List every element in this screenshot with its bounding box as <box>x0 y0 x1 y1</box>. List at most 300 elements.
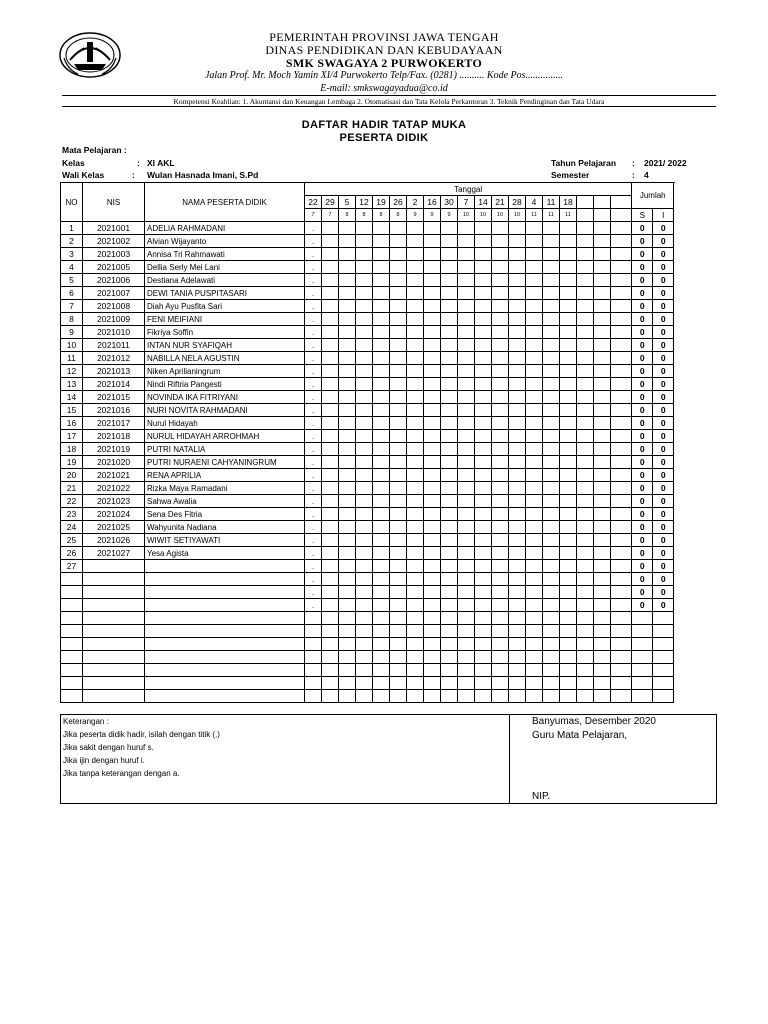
attendance-cell <box>611 547 632 560</box>
student-no: 15 <box>61 404 83 417</box>
attendance-cell <box>594 313 611 326</box>
student-nis: 2021023 <box>83 495 145 508</box>
empty-cell <box>390 690 407 703</box>
signature-role: Guru Mata Pelajaran, <box>532 730 628 741</box>
attendance-cell <box>543 482 560 495</box>
empty-cell <box>577 690 594 703</box>
attendance-cell <box>509 534 526 547</box>
empty-cell <box>509 612 526 625</box>
empty-cell <box>373 664 390 677</box>
semester-value: 4 <box>644 170 649 180</box>
attendance-cell <box>492 248 509 261</box>
attendance-cell <box>339 469 356 482</box>
empty-cell <box>441 625 458 638</box>
jumlah-count: 0 <box>632 469 653 482</box>
empty-cell <box>611 612 632 625</box>
student-no: 17 <box>61 430 83 443</box>
attendance-cell <box>373 443 390 456</box>
empty-cell <box>407 612 424 625</box>
attendance-cell <box>441 495 458 508</box>
attendance-cell <box>322 599 339 612</box>
attendance-cell <box>543 430 560 443</box>
student-nis: 2021021 <box>83 469 145 482</box>
empty-cell <box>458 625 475 638</box>
semester-label: Semester <box>551 170 590 180</box>
attendance-cell <box>390 274 407 287</box>
jumlah-count: 0 <box>653 287 674 300</box>
attendance-cell <box>475 430 492 443</box>
attendance-cell <box>475 573 492 586</box>
attendance-cell <box>560 261 577 274</box>
attendance-cell <box>577 313 594 326</box>
attendance-cell <box>441 365 458 378</box>
empty-cell <box>339 690 356 703</box>
student-nis: 2021017 <box>83 417 145 430</box>
jumlah-count: 0 <box>653 430 674 443</box>
attendance-cell <box>373 586 390 599</box>
attendance-cell <box>458 378 475 391</box>
attendance-cell <box>475 313 492 326</box>
attendance-mark: . <box>305 313 322 326</box>
empty-cell <box>632 677 653 690</box>
attendance-cell <box>390 391 407 404</box>
student-no: 16 <box>61 417 83 430</box>
attendance-cell <box>475 417 492 430</box>
attendance-cell <box>594 521 611 534</box>
student-nis: 2021026 <box>83 534 145 547</box>
attendance-cell <box>407 482 424 495</box>
empty-cell <box>594 677 611 690</box>
attendance-cell <box>577 599 594 612</box>
attendance-cell <box>611 287 632 300</box>
attendance-cell <box>543 599 560 612</box>
jumlah-count: 0 <box>632 300 653 313</box>
attendance-cell <box>611 469 632 482</box>
attendance-cell <box>594 560 611 573</box>
attendance-cell <box>424 365 441 378</box>
empty-cell <box>594 638 611 651</box>
attendance-cell <box>475 508 492 521</box>
attendance-cell <box>526 274 543 287</box>
attendance-cell <box>390 300 407 313</box>
jumlah-count: 0 <box>653 573 674 586</box>
attendance-cell <box>390 508 407 521</box>
attendance-cell <box>407 352 424 365</box>
attendance-cell <box>390 534 407 547</box>
attendance-cell <box>492 482 509 495</box>
attendance-cell <box>577 443 594 456</box>
empty-cell <box>424 690 441 703</box>
jumlah-count: 0 <box>632 495 653 508</box>
attendance-cell <box>492 313 509 326</box>
attendance-cell <box>509 456 526 469</box>
attendance-cell <box>373 508 390 521</box>
empty-cell <box>339 677 356 690</box>
attendance-cell <box>339 313 356 326</box>
jumlah-count: 0 <box>653 599 674 612</box>
student-nis: 2021007 <box>83 287 145 300</box>
attendance-cell <box>509 586 526 599</box>
signature-nip: NIP. <box>532 791 551 802</box>
attendance-cell <box>475 586 492 599</box>
jumlah-count: 0 <box>653 482 674 495</box>
attendance-cell <box>475 456 492 469</box>
attendance-cell <box>373 521 390 534</box>
attendance-cell <box>577 573 594 586</box>
empty-cell <box>475 677 492 690</box>
attendance-cell <box>526 430 543 443</box>
empty-cell <box>322 664 339 677</box>
jumlah-count: 0 <box>632 404 653 417</box>
letterhead <box>0 0 768 110</box>
empty-cell <box>339 638 356 651</box>
attendance-cell <box>339 443 356 456</box>
attendance-cell <box>509 274 526 287</box>
empty-cell <box>492 638 509 651</box>
empty-cell <box>356 651 373 664</box>
date-day: 18 <box>560 196 577 209</box>
attendance-cell <box>526 469 543 482</box>
attendance-cell <box>492 222 509 235</box>
student-no: 20 <box>61 469 83 482</box>
student-no <box>61 586 83 599</box>
attendance-cell <box>492 300 509 313</box>
attendance-cell <box>322 300 339 313</box>
attendance-cell <box>526 313 543 326</box>
attendance-cell <box>475 300 492 313</box>
empty-cell <box>373 625 390 638</box>
attendance-cell <box>577 300 594 313</box>
attendance-cell <box>441 235 458 248</box>
attendance-cell <box>356 482 373 495</box>
table-row <box>61 300 674 313</box>
table-row <box>61 573 674 586</box>
student-no: 22 <box>61 495 83 508</box>
attendance-cell <box>577 261 594 274</box>
attendance-cell <box>543 521 560 534</box>
attendance-cell <box>407 391 424 404</box>
table-row-empty <box>61 612 674 625</box>
student-name: Niken Aprilianingrum <box>145 365 305 378</box>
attendance-cell <box>475 261 492 274</box>
attendance-cell <box>492 430 509 443</box>
jumlah-count: 0 <box>653 521 674 534</box>
attendance-cell <box>526 599 543 612</box>
attendance-cell <box>407 456 424 469</box>
attendance-cell <box>339 521 356 534</box>
attendance-cell <box>356 508 373 521</box>
jumlah-count: 0 <box>653 339 674 352</box>
attendance-cell <box>560 482 577 495</box>
attendance-cell <box>560 222 577 235</box>
attendance-mark: . <box>305 521 322 534</box>
attendance-cell <box>509 261 526 274</box>
attendance-cell <box>424 352 441 365</box>
attendance-cell <box>560 560 577 573</box>
attendance-cell <box>441 599 458 612</box>
attendance-cell <box>424 417 441 430</box>
attendance-cell <box>509 495 526 508</box>
tahun-colon: : <box>632 158 635 168</box>
attendance-cell <box>356 586 373 599</box>
attendance-cell <box>339 248 356 261</box>
attendance-cell <box>458 222 475 235</box>
table-row <box>61 417 674 430</box>
table-row <box>61 391 674 404</box>
empty-cell <box>145 625 305 638</box>
attendance-cell <box>543 313 560 326</box>
attendance-cell <box>441 508 458 521</box>
date-day: 21 <box>492 196 509 209</box>
empty-cell <box>322 625 339 638</box>
attendance-mark: . <box>305 508 322 521</box>
attendance-cell <box>390 222 407 235</box>
attendance-cell <box>424 378 441 391</box>
attendance-cell <box>526 326 543 339</box>
attendance-mark: . <box>305 573 322 586</box>
empty-cell <box>560 651 577 664</box>
table-row <box>61 248 674 261</box>
empty-cell <box>390 638 407 651</box>
attendance-cell <box>475 248 492 261</box>
empty-cell <box>543 677 560 690</box>
attendance-cell <box>509 339 526 352</box>
attendance-cell <box>407 248 424 261</box>
attendance-cell <box>611 326 632 339</box>
attendance-cell <box>339 482 356 495</box>
attendance-cell <box>577 456 594 469</box>
attendance-cell <box>356 560 373 573</box>
attendance-cell <box>475 339 492 352</box>
keterangan-line: Jika tanpa keterangan dengan a. <box>63 769 180 778</box>
attendance-mark: . <box>305 300 322 313</box>
attendance-cell <box>407 326 424 339</box>
attendance-cell <box>611 261 632 274</box>
attendance-cell <box>509 599 526 612</box>
date-day: 4 <box>526 196 543 209</box>
student-nis: 2021022 <box>83 482 145 495</box>
attendance-cell <box>475 443 492 456</box>
table-row <box>61 235 674 248</box>
attendance-cell <box>339 378 356 391</box>
jumlah-count: 0 <box>653 508 674 521</box>
date-month <box>594 209 611 222</box>
attendance-cell <box>458 560 475 573</box>
keterangan-line: Jika ijin dengan huruf i. <box>63 756 145 765</box>
attendance-cell <box>611 417 632 430</box>
date-month: 8 <box>339 209 356 222</box>
attendance-cell <box>560 417 577 430</box>
empty-cell <box>61 664 83 677</box>
attendance-cell <box>509 313 526 326</box>
empty-cell <box>526 690 543 703</box>
attendance-cell <box>373 391 390 404</box>
attendance-cell <box>560 365 577 378</box>
jumlah-count: 0 <box>653 365 674 378</box>
col-nis-header: NIS <box>83 183 145 222</box>
attendance-cell <box>322 222 339 235</box>
empty-cell <box>424 625 441 638</box>
empty-cell <box>509 690 526 703</box>
table-row-empty <box>61 664 674 677</box>
attendance-cell <box>475 534 492 547</box>
attendance-cell <box>611 313 632 326</box>
empty-cell <box>458 651 475 664</box>
attendance-cell <box>407 339 424 352</box>
jumlah-count: 0 <box>653 352 674 365</box>
empty-cell <box>577 612 594 625</box>
attendance-mark: . <box>305 417 322 430</box>
empty-cell <box>390 651 407 664</box>
kompetensi-line: Kompetensi Keahlian: 1. Akuntansi dan Keuangan Lembaga 2. Otomatisasi dan Tata Kelola Perkantoran 3. Teknik Pendinginan dan Tata Udara <box>173 97 605 106</box>
student-name <box>145 573 305 586</box>
attendance-cell <box>577 417 594 430</box>
attendance-cell <box>458 339 475 352</box>
attendance-cell <box>322 261 339 274</box>
empty-cell <box>83 664 145 677</box>
attendance-cell <box>577 235 594 248</box>
empty-cell <box>611 677 632 690</box>
student-nis: 2021003 <box>83 248 145 261</box>
attendance-table <box>60 182 674 703</box>
attendance-cell <box>594 430 611 443</box>
attendance-cell <box>339 534 356 547</box>
empty-cell <box>458 638 475 651</box>
empty-cell <box>305 638 322 651</box>
empty-cell <box>407 664 424 677</box>
attendance-cell <box>441 443 458 456</box>
attendance-cell <box>577 222 594 235</box>
date-month: 10 <box>492 209 509 222</box>
attendance-cell <box>390 339 407 352</box>
empty-cell <box>61 612 83 625</box>
attendance-cell <box>543 534 560 547</box>
attendance-cell <box>509 378 526 391</box>
student-no: 14 <box>61 391 83 404</box>
student-name: Annisa Tri Rahmawati <box>145 248 305 261</box>
empty-cell <box>61 677 83 690</box>
attendance-cell <box>407 300 424 313</box>
student-name: Fikriya Soffin <box>145 326 305 339</box>
empty-cell <box>458 664 475 677</box>
attendance-cell <box>390 365 407 378</box>
empty-cell <box>83 612 145 625</box>
jumlah-count: 0 <box>653 378 674 391</box>
empty-cell <box>526 612 543 625</box>
empty-cell <box>305 625 322 638</box>
attendance-cell <box>339 573 356 586</box>
student-no: 26 <box>61 547 83 560</box>
attendance-cell <box>373 274 390 287</box>
attendance-cell <box>594 495 611 508</box>
table-row <box>61 365 674 378</box>
attendance-cell <box>577 430 594 443</box>
attendance-cell <box>594 482 611 495</box>
jumlah-col-header: I <box>653 209 674 222</box>
empty-cell <box>475 690 492 703</box>
attendance-cell <box>458 300 475 313</box>
attendance-cell <box>356 430 373 443</box>
attendance-mark: . <box>305 391 322 404</box>
attendance-cell <box>424 560 441 573</box>
attendance-cell <box>560 573 577 586</box>
attendance-cell <box>407 430 424 443</box>
attendance-cell <box>339 417 356 430</box>
empty-cell <box>543 690 560 703</box>
attendance-cell <box>577 469 594 482</box>
empty-cell <box>577 677 594 690</box>
student-nis <box>83 560 145 573</box>
attendance-cell <box>322 365 339 378</box>
empty-cell <box>61 625 83 638</box>
attendance-mark: . <box>305 599 322 612</box>
date-day <box>577 196 594 209</box>
attendance-cell <box>441 586 458 599</box>
empty-cell <box>594 612 611 625</box>
table-row-empty <box>61 625 674 638</box>
jumlah-count: 0 <box>632 534 653 547</box>
attendance-cell <box>526 560 543 573</box>
attendance-cell <box>543 378 560 391</box>
table-row <box>61 508 674 521</box>
signature-box <box>510 714 717 804</box>
attendance-cell <box>577 378 594 391</box>
empty-cell <box>653 638 674 651</box>
attendance-cell <box>458 508 475 521</box>
attendance-cell <box>543 456 560 469</box>
attendance-cell <box>594 547 611 560</box>
attendance-cell <box>441 560 458 573</box>
empty-cell <box>560 638 577 651</box>
empty-cell <box>526 625 543 638</box>
attendance-cell <box>509 430 526 443</box>
attendance-cell <box>475 352 492 365</box>
table-row <box>61 339 674 352</box>
attendance-mark: . <box>305 352 322 365</box>
attendance-cell <box>339 404 356 417</box>
attendance-cell <box>424 508 441 521</box>
attendance-cell <box>424 391 441 404</box>
attendance-cell <box>373 248 390 261</box>
empty-cell <box>543 612 560 625</box>
attendance-cell <box>441 573 458 586</box>
attendance-cell <box>322 404 339 417</box>
attendance-cell <box>475 495 492 508</box>
jumlah-count: 0 <box>632 456 653 469</box>
attendance-cell <box>458 573 475 586</box>
attendance-cell <box>356 326 373 339</box>
table-row <box>61 599 674 612</box>
table-row <box>61 547 674 560</box>
attendance-mark: . <box>305 339 322 352</box>
empty-cell <box>424 677 441 690</box>
empty-cell <box>526 651 543 664</box>
student-name: ADELIA RAHMADANI <box>145 222 305 235</box>
attendance-cell <box>577 521 594 534</box>
student-nis: 2021006 <box>83 274 145 287</box>
attendance-cell <box>322 248 339 261</box>
empty-cell <box>441 651 458 664</box>
attendance-cell <box>322 339 339 352</box>
attendance-cell <box>560 586 577 599</box>
attendance-cell <box>441 417 458 430</box>
empty-cell <box>441 690 458 703</box>
empty-cell <box>560 677 577 690</box>
empty-cell <box>509 638 526 651</box>
attendance-cell <box>492 274 509 287</box>
empty-cell <box>305 651 322 664</box>
jumlah-count: 0 <box>653 261 674 274</box>
